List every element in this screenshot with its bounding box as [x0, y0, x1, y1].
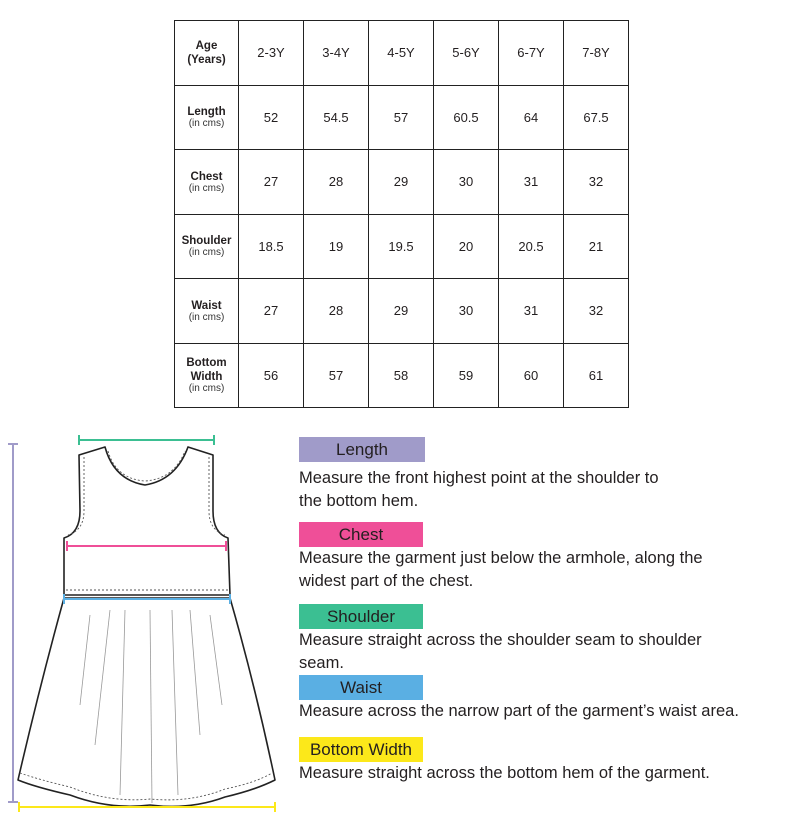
row-unit: (in cms) — [188, 383, 225, 395]
guide-bottom-width — [299, 737, 710, 785]
row-label: Bottom — [186, 357, 227, 370]
chest-tag: Chest — [299, 522, 423, 547]
bottom-width-description: Measure straight across the bottom hem of the garment. — [299, 764, 710, 782]
column-header: 5-6Y — [434, 21, 499, 86]
row-header — [175, 150, 239, 215]
table-cell: 27 — [239, 150, 304, 215]
shoulder-tag: Shoulder — [299, 604, 423, 629]
table-cell: 30 — [434, 279, 499, 344]
row-label: Chest — [190, 170, 223, 183]
table-cell: 58 — [369, 343, 434, 408]
table-cell: 31 — [499, 279, 564, 344]
length-tag: Length — [299, 437, 425, 462]
table-cell: 67.5 — [564, 85, 629, 150]
guide-shoulder — [299, 604, 702, 675]
table-cell: 54.5 — [304, 85, 369, 150]
length-measure-line — [8, 444, 18, 802]
row-header — [175, 343, 239, 408]
table-cell: 19.5 — [369, 214, 434, 279]
table-cell: 60.5 — [434, 85, 499, 150]
table-cell: 27 — [239, 279, 304, 344]
row-unit: (in cms) — [188, 118, 225, 130]
table-cell: 59 — [434, 343, 499, 408]
table-cell: 29 — [369, 279, 434, 344]
table-cell: 60 — [499, 343, 564, 408]
table-row-waist — [175, 279, 629, 344]
table-row-bottom-width — [175, 343, 629, 408]
row-label: Width — [190, 371, 223, 384]
table-cell: 52 — [239, 85, 304, 150]
table-cell: 32 — [564, 279, 629, 344]
waist-tag: Waist — [299, 675, 423, 700]
desc-line: the bottom hem. — [299, 492, 419, 510]
guide-chest — [299, 522, 703, 593]
shoulder-measure-line — [79, 435, 214, 445]
row-unit: (in cms) — [188, 311, 225, 323]
table-cell: 20 — [434, 214, 499, 279]
table-row-length — [175, 85, 629, 150]
table-cell: 31 — [499, 150, 564, 215]
row-label: Shoulder — [181, 235, 232, 248]
column-header: 6-7Y — [499, 21, 564, 86]
row-header — [175, 279, 239, 344]
table-cell: 30 — [434, 150, 499, 215]
column-header: 4-5Y — [369, 21, 434, 86]
chest-measure-line — [67, 541, 226, 551]
row-unit: (in cms) — [188, 182, 225, 194]
chest-description — [299, 547, 703, 593]
table-cell: 28 — [304, 279, 369, 344]
row-unit: (in cms) — [188, 247, 225, 259]
column-header: 7-8Y — [564, 21, 629, 86]
table-cell: 57 — [304, 343, 369, 408]
waist-description: Measure across the narrow part of the garment’s waist area. — [299, 702, 739, 720]
row-header — [175, 214, 239, 279]
bottom-width-tag: Bottom Width — [299, 737, 423, 762]
bottom-width-measure-line — [19, 802, 275, 812]
age-unit: (Years) — [187, 53, 226, 66]
table-cell: 61 — [564, 343, 629, 408]
table-cell: 64 — [499, 85, 564, 150]
table-cell: 32 — [564, 150, 629, 215]
table-cell: 28 — [304, 150, 369, 215]
desc-line: Measure straight across the shoulder seam to shoulder — [299, 631, 702, 649]
desc-line: seam. — [299, 654, 344, 672]
length-description — [299, 467, 659, 513]
table-cell: 20.5 — [499, 214, 564, 279]
desc-line: widest part of the chest. — [299, 572, 474, 590]
table-cell: 57 — [369, 85, 434, 150]
table-cell: 19 — [304, 214, 369, 279]
row-label: Length — [187, 106, 226, 119]
table-row-chest — [175, 150, 629, 215]
age-label: Age — [195, 39, 218, 52]
guide-waist — [299, 675, 739, 723]
guide-length — [299, 437, 659, 513]
desc-line: Measure the front highest point at the shoulder to — [299, 469, 659, 487]
header-cell-age — [175, 21, 239, 86]
table-cell: 56 — [239, 343, 304, 408]
desc-line: Measure the garment just below the armhole, along the — [299, 549, 703, 567]
shoulder-description — [299, 629, 702, 675]
size-chart-table — [174, 20, 629, 408]
table-cell: 18.5 — [239, 214, 304, 279]
row-header — [175, 85, 239, 150]
table-header-row — [175, 21, 629, 86]
row-label: Waist — [191, 299, 222, 312]
table-cell: 29 — [369, 150, 434, 215]
dress-measurement-diagram — [0, 425, 290, 825]
column-header: 2-3Y — [239, 21, 304, 86]
table-row-shoulder — [175, 214, 629, 279]
column-header: 3-4Y — [304, 21, 369, 86]
table-cell: 21 — [564, 214, 629, 279]
